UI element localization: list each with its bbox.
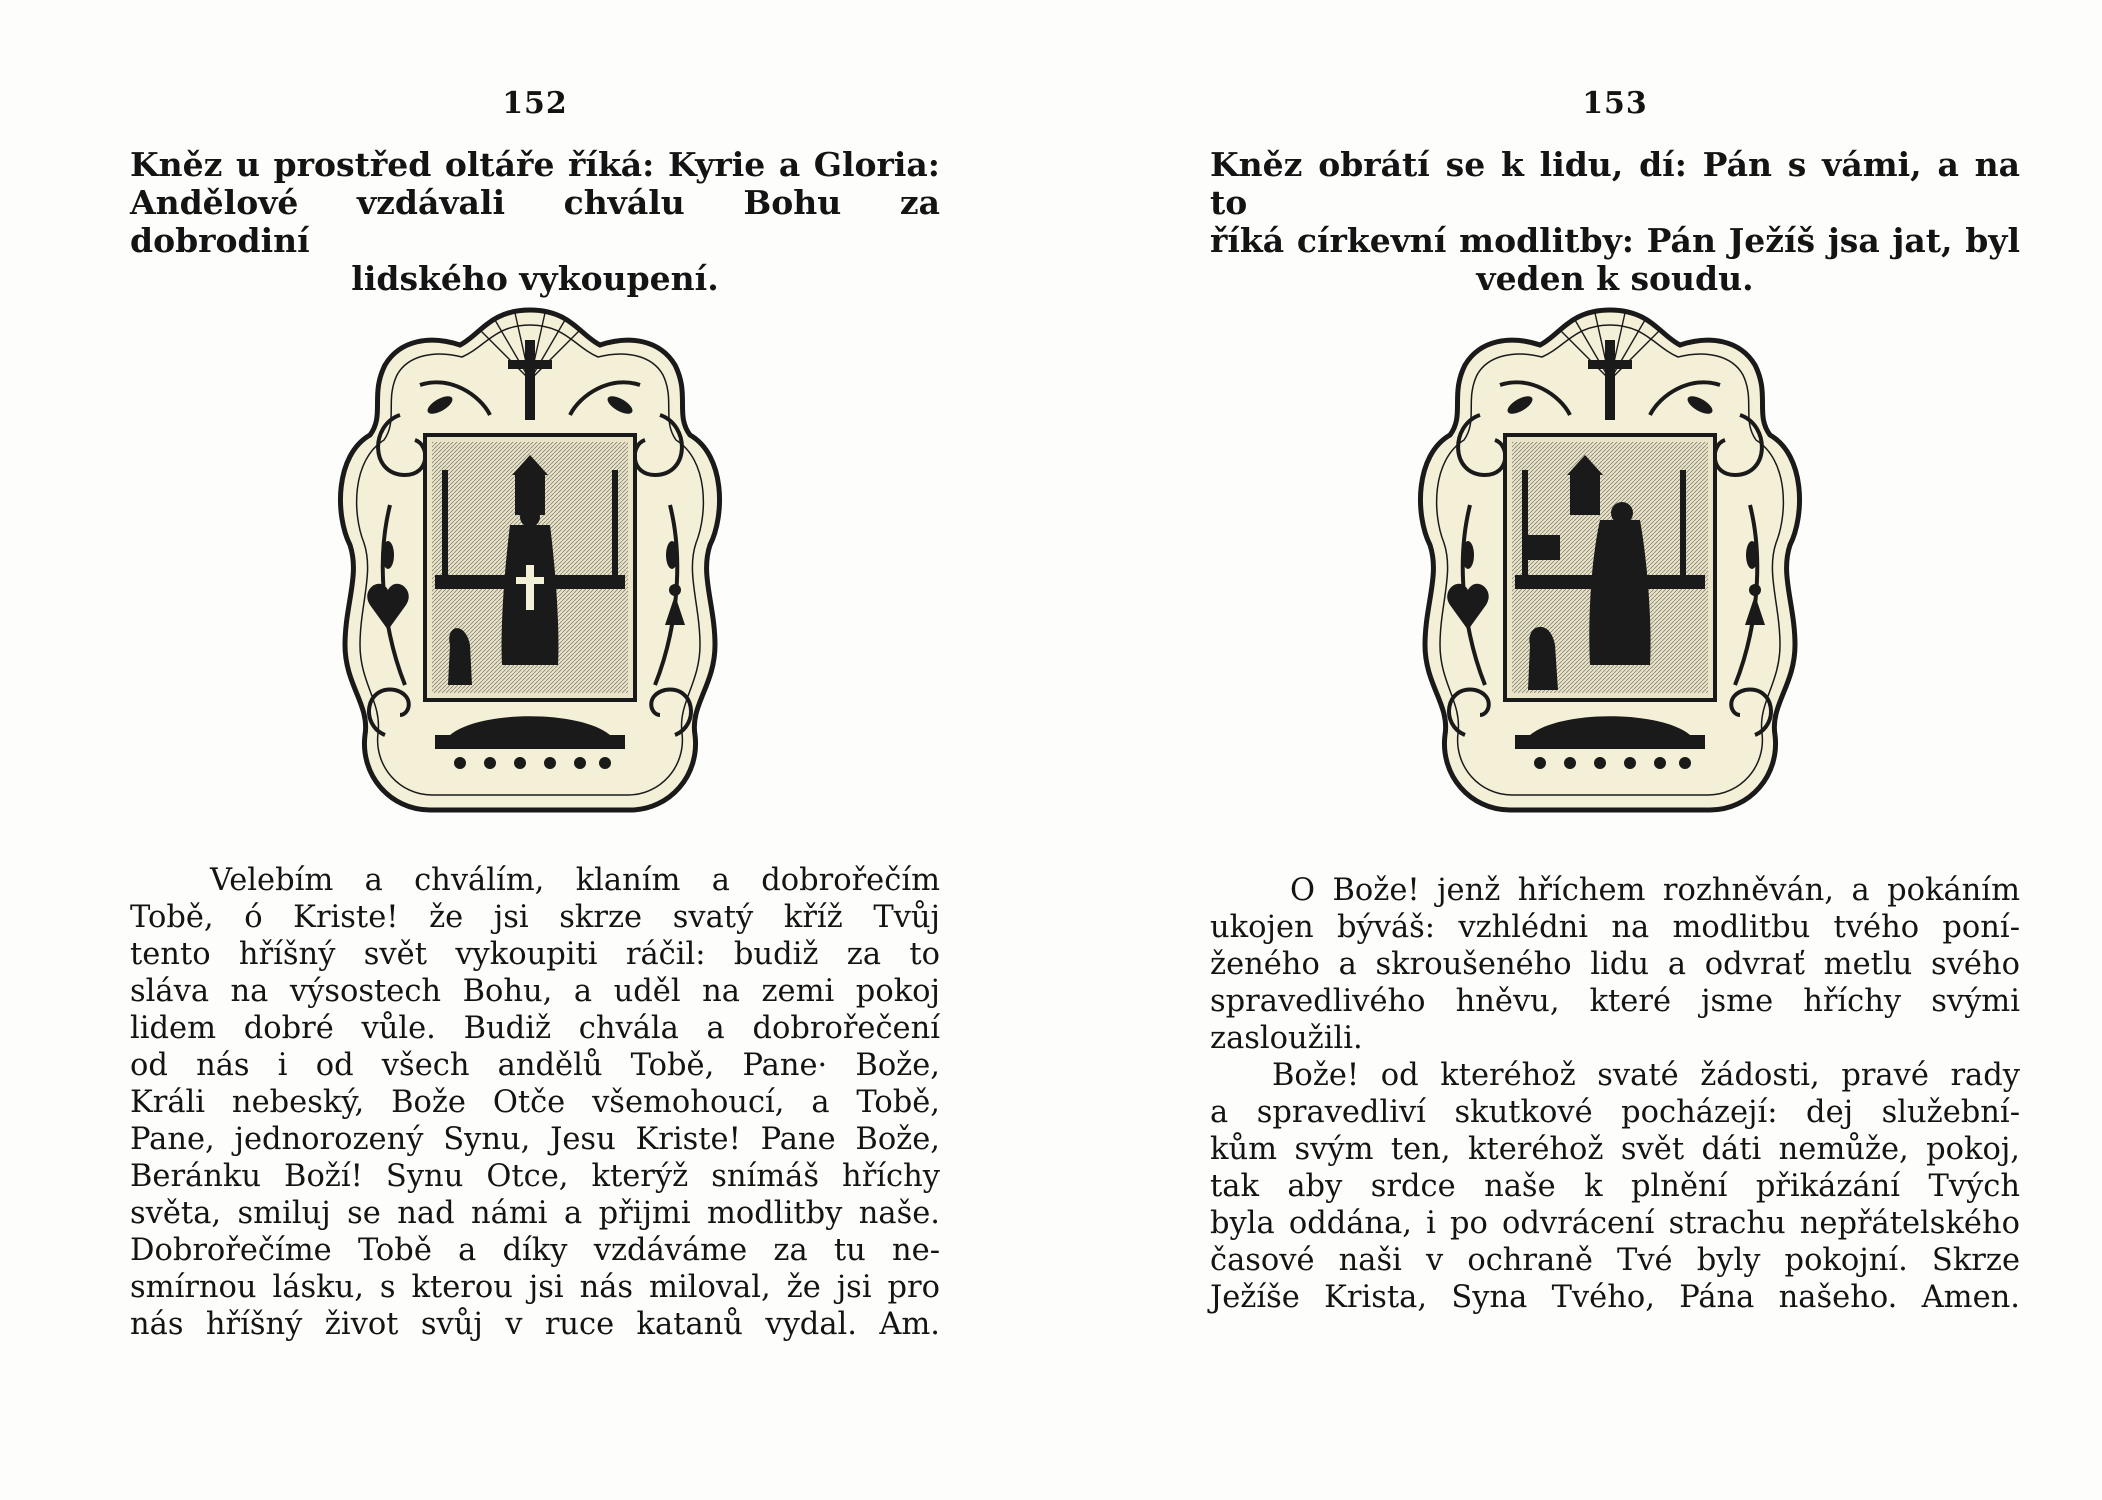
text-line: tento hříšný svět vykoupiti ráčil: budiž za to	[130, 937, 940, 972]
page-number: 152	[502, 86, 568, 121]
text-line: tak aby srdce naše k plnění přikázání Tvých	[1210, 1169, 2020, 1204]
right-page	[1210, 0, 2020, 1500]
text-line: O Bože! jenž hříchem rozhněván, a pokáním	[1290, 873, 2020, 908]
text-line: ukojen býváš: vzhlédni na modlitbu tvého poní-	[1210, 910, 2020, 945]
text-line: Tobě, ó Kriste! že jsi skrze svatý kříž Tvůj	[130, 900, 940, 935]
text-line: zasloužili.	[1210, 1021, 1363, 1056]
text-line: nás hříšný život svůj v ruce katanů vydal. Am.	[130, 1307, 940, 1342]
text-line: kům svým ten, kteréhož svět dáti nemůže, pokoj,	[1210, 1132, 2020, 1167]
text-line: Velebím a chválím, klaním a dobrořečím	[210, 863, 940, 898]
left-page	[130, 0, 940, 1500]
page-heading	[130, 146, 940, 298]
text-line: Ježíše Krista, Syna Tvého, Pána našeho. Amen.	[1210, 1280, 2020, 1315]
heading-line: říká církevní modlitby: Pán Ježíš jsa jat, byl	[1210, 221, 2020, 260]
text-line: ženého a skroušeného lidu a odvrať metlu svého	[1210, 947, 2020, 982]
text-line: a spravedliví skutkové pocházejí: dej služební-	[1210, 1095, 2020, 1130]
heading-line: Kněz u prostřed oltáře říká: Kyrie a Gloria:	[130, 145, 940, 184]
page-number: 153	[1582, 86, 1648, 121]
text-line: Pane, jednorozený Synu, Jesu Kriste! Pane Bože,	[130, 1122, 940, 1157]
text-line: od nás i od všech andělů Tobě, Pane· Bože,	[130, 1048, 940, 1083]
text-line: lidem dobré vůle. Budiž chvála a dobrořečení	[130, 1011, 940, 1046]
prayer-text	[130, 862, 940, 1343]
heading-line: lidského vykoupení.	[351, 259, 719, 298]
text-line: Králi nebeský, Bože Otče všemohoucí, a Tobě,	[130, 1085, 940, 1120]
text-line: smírnou lásku, s kterou jsi nás miloval, že jsi pro	[130, 1270, 940, 1305]
text-line: Bože! od kteréhož svaté žádosti, pravé rady	[1272, 1058, 2020, 1093]
prayer-text	[1210, 872, 2020, 1316]
text-line: časové naši v ochraně Tvé byly pokojní. Skrze	[1210, 1243, 2020, 1278]
text-line: Beránku Boží! Synu Otce, kterýž snímáš hříchy	[130, 1159, 940, 1194]
page-heading	[1210, 146, 2020, 298]
text-line: světa, smiluj se nad námi a přijmi modlitby naše.	[130, 1196, 940, 1231]
text-line: Dobrořečíme Tobě a díky vzdáváme za tu ne-	[130, 1233, 940, 1268]
text-line: spravedlivého hněvu, které jsme hříchy svými	[1210, 984, 2020, 1019]
heading-line: Andělové vzdávali chválu Bohu za dobrodiní	[130, 183, 940, 260]
ornamental-engraving-icon	[1410, 305, 1810, 825]
heading-line: Kněz obrátí se k lidu, dí: Pán s vámi, a na to	[1210, 145, 2020, 222]
text-line: sláva na výsostech Bohu, a uděl na zemi pokoj	[130, 974, 940, 1009]
text-line: byla oddána, i po odvrácení strachu nepřátelského	[1210, 1206, 2020, 1241]
ornamental-engraving-icon	[330, 305, 730, 825]
heading-line: veden k soudu.	[1476, 259, 1754, 298]
